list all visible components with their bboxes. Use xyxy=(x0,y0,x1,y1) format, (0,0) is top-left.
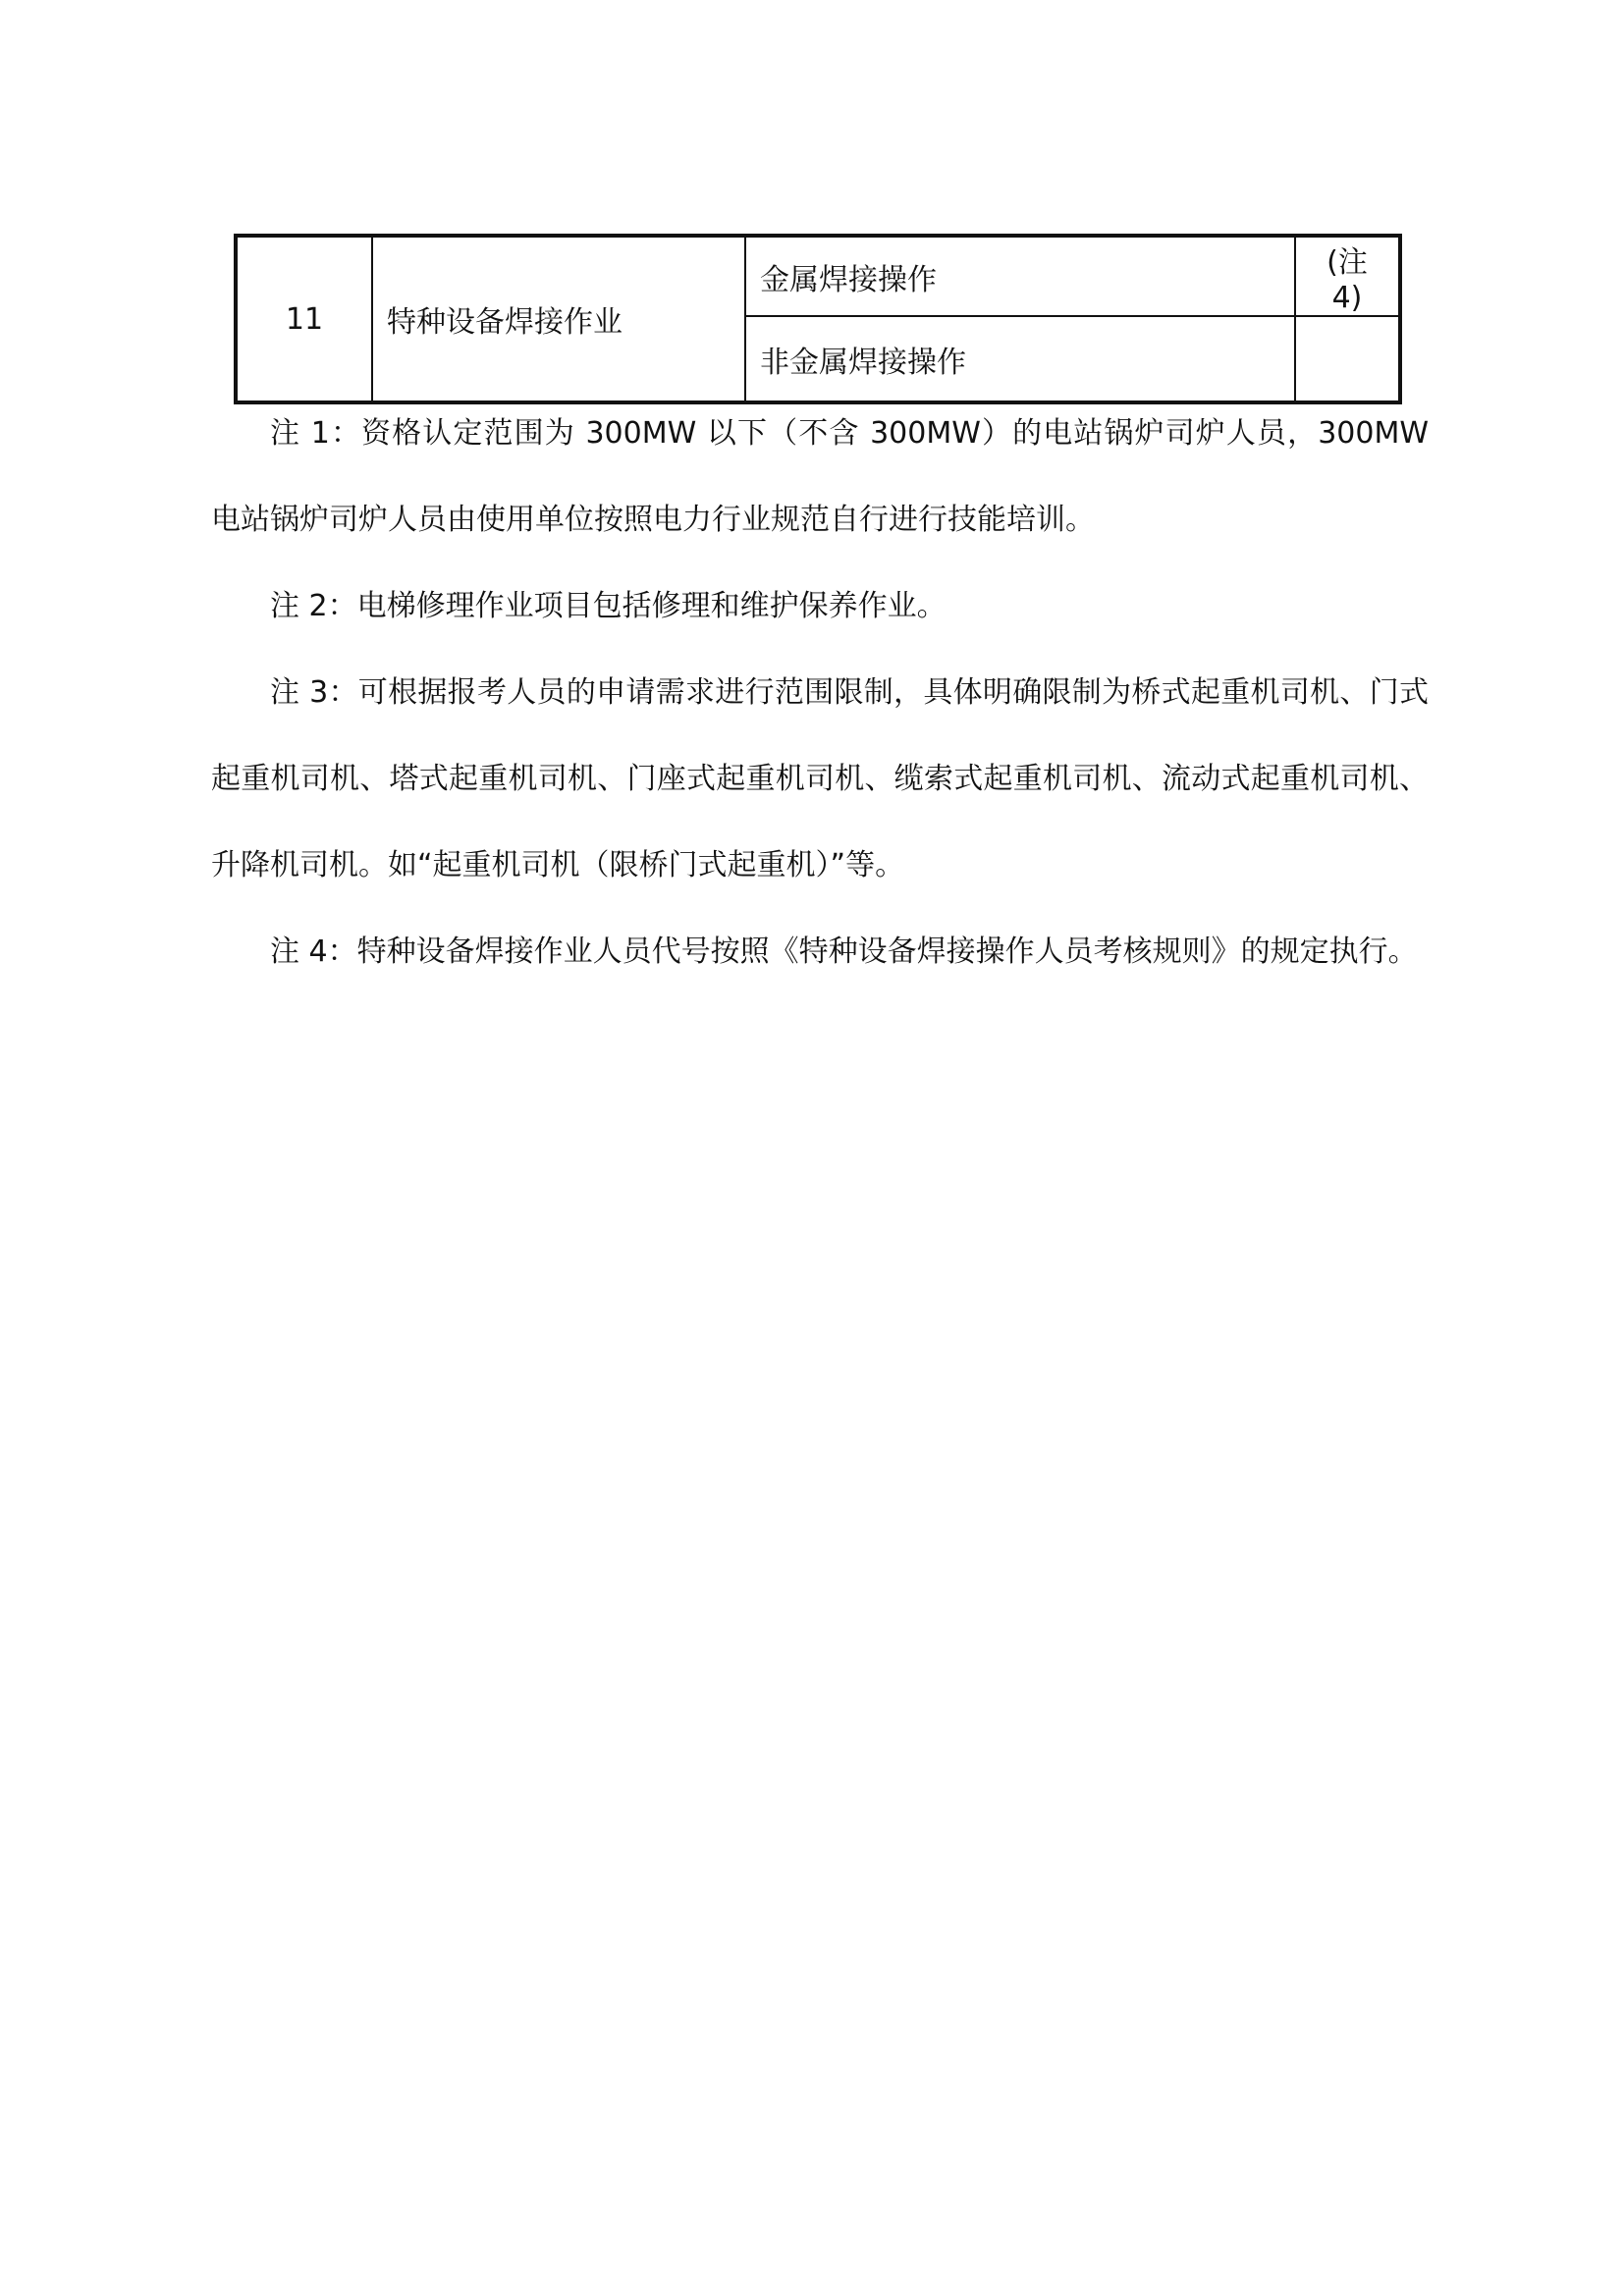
item-cell: 非金属焊接操作 xyxy=(745,316,1295,402)
note-2: 注 2：电梯修理作业项目包括修理和维护保养作业。 xyxy=(270,589,947,623)
note-cell xyxy=(1295,316,1400,402)
category-cell: 特种设备焊接作业 xyxy=(372,236,745,402)
note-cell: (注 4) xyxy=(1295,236,1400,316)
notes-section xyxy=(211,391,1429,995)
item-cell: 金属焊接操作 xyxy=(745,236,1295,316)
row-number-cell: 11 xyxy=(236,236,372,402)
note-1: 注 1：资格认定范围为 300MW 以下（不含 300MW）的电站锅炉司炉人员，300MW 电站锅炉司炉人员由使用单位按照电力行业规范自行进行技能培训。 xyxy=(211,416,1429,537)
note-4: 注 4：特种设备焊接作业人员代号按照《特种设备焊接操作人员考核规则》的规定执行。 xyxy=(270,934,1418,969)
certification-table xyxy=(234,234,1402,404)
table-row xyxy=(236,236,1400,316)
note-3: 注 3：可根据报考人员的申请需求进行范围限制，具体明确限制为桥式起重机司机、门式起重机司机、塔式起重机司机、门座式起重机司机、缆索式起重机司机、流动式起重机司机、升降机司机。如“起重机司机（限桥门式起重机）”等。 xyxy=(211,675,1429,882)
